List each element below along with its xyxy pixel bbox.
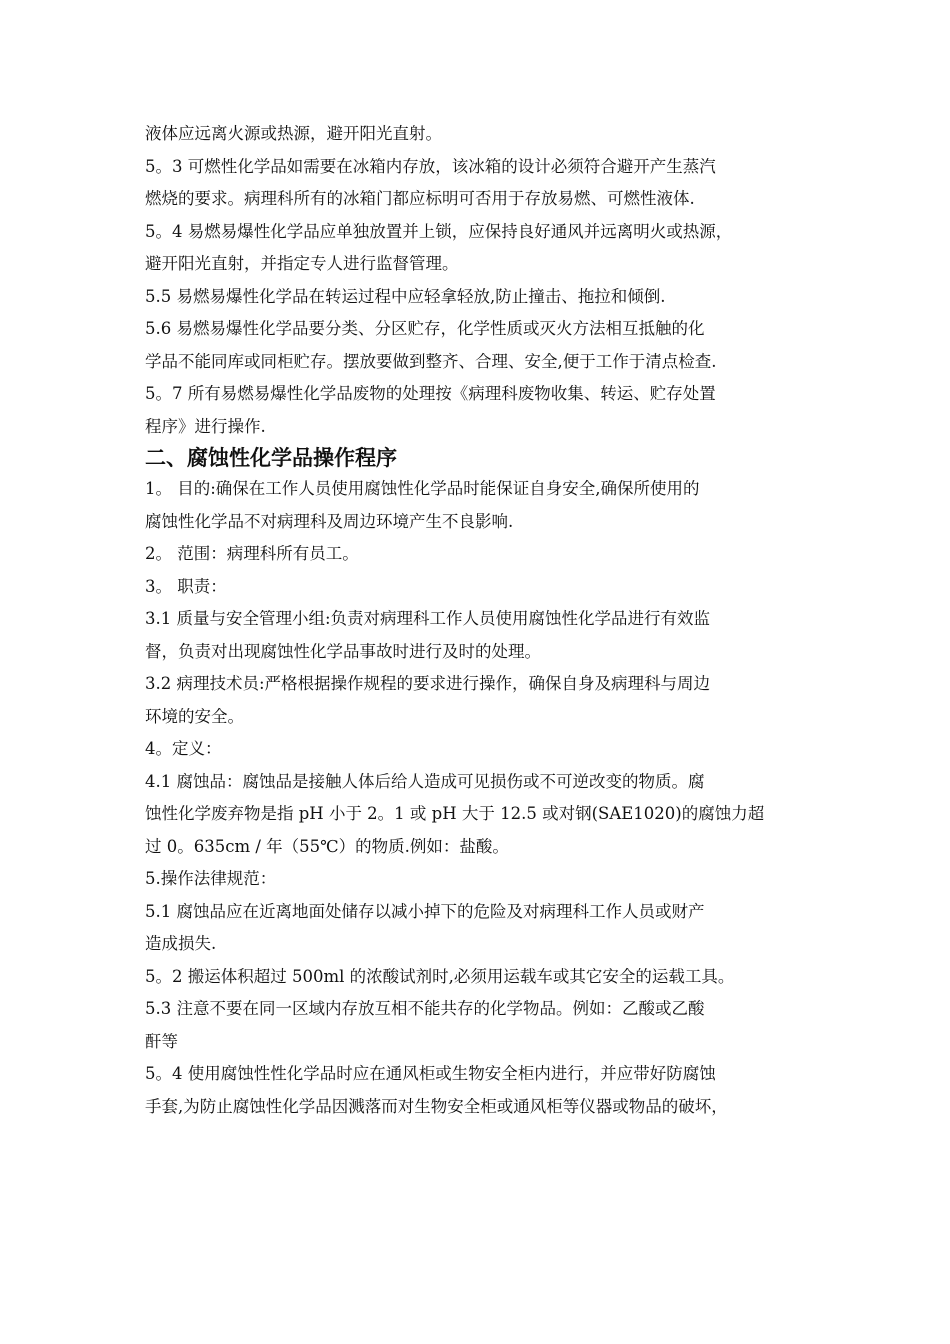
paragraph-line: 3.2 病理技术员:严格根据操作规程的要求进行操作，确保自身及病理科与周边 (145, 674, 711, 693)
paragraph-line: 5。4 使用腐蚀性性化学品时应在通风柜或生物安全柜内进行，并应带好防腐蚀 (145, 1064, 716, 1083)
paragraph-line: 环境的安全。 (145, 706, 244, 726)
document-body (145, 118, 825, 1123)
paragraph-line: 5。3 可燃性化学品如需要在冰箱内存放，该冰箱的设计必须符合避开产生蒸汽 (145, 156, 716, 176)
paragraph-line: 3.1 质量与安全管理小组:负责对病理科工作人员使用腐蚀性化学品进行有效监 (145, 609, 711, 628)
paragraph-line: 燃烧的要求。病理科所有的冰箱门都应标明可否用于存放易燃、可燃性液体. (145, 189, 695, 208)
paragraph-line: 造成损失. (145, 934, 217, 953)
paragraph-line: 2。 范围：病理科所有员工。 (145, 544, 359, 563)
paragraph-line: 5.1 腐蚀品应在近离地面处储存以减小掉下的危险及对病理科工作人员或财产 (145, 901, 705, 921)
paragraph-line: 3。 职责： (145, 576, 227, 596)
paragraph-line: 5。4 易燃易爆性化学品应单独放置并上锁，应保持良好通风并远离明火或热源， (145, 221, 733, 241)
paragraph-line: 5.操作法律规范： (145, 869, 277, 888)
paragraph-line: 4.1 腐蚀品：腐蚀品是接触人体后给人造成可见损伤或不可逆改变的物质。腐 (145, 771, 705, 791)
paragraph-line: 督，负责对出现腐蚀性化学品事故时进行及时的处理。 (145, 641, 541, 661)
paragraph-line: 4。定义： (145, 739, 222, 758)
paragraph-line: 程序》进行操作. (145, 416, 266, 436)
paragraph-line: 5.6 易燃易爆性化学品要分类、分区贮存，化学性质或灭火方法相互抵触的化 (145, 319, 705, 338)
paragraph-line: 液体应远离火源或热源，避开阳光直射。 (145, 124, 442, 143)
paragraph-line: 避开阳光直射，并指定专人进行监督管理。 (145, 254, 459, 273)
paragraph-line: 5.3 注意不要在同一区域内存放互相不能共存的化学物品。例如：乙酸或乙酸 (145, 999, 705, 1018)
paragraph-line: 酐等 (145, 1031, 178, 1051)
paragraph-line: 5。2 搬运体积超过 500ml 的浓酸试剂时,必须用运载车或其它安全的运载工具。 (145, 966, 735, 986)
section-2-body (145, 473, 825, 1123)
paragraph-line: 5.5 易燃易爆性化学品在转运过程中应轻拿轻放,防止撞击、拖拉和倾倒. (145, 286, 666, 306)
paragraph-line: 过 0。635cm / 年（55℃）的物质.例如：盐酸。 (145, 836, 509, 856)
paragraph-line: 5。7 所有易燃易爆性化学品废物的处理按《病理科废物收集、转运、贮存处置 (145, 384, 716, 403)
section-2-heading: 二、腐蚀性化学品操作程序 (145, 446, 397, 470)
paragraph-line: 蚀性化学废弃物是指 pH 小于 2。1 或 pH 大于 12.5 或对钢(SAE1020)的腐蚀力超 (145, 804, 765, 823)
paragraph-line: 手套,为防止腐蚀性化学品因溅落而对生物安全柜或通风柜等仪器或物品的破坏， (145, 1096, 728, 1116)
section-1-continuation (145, 118, 825, 443)
paragraph-line: 学品不能同库或同柜贮存。摆放要做到整齐、合理、安全,便于工作于清点检查. (145, 351, 717, 371)
paragraph-line: 1。 目的:确保在工作人员使用腐蚀性化学品时能保证自身安全,确保所使用的 (145, 479, 700, 498)
paragraph-line: 腐蚀性化学品不对病理科及周边环境产生不良影响. (145, 511, 514, 531)
